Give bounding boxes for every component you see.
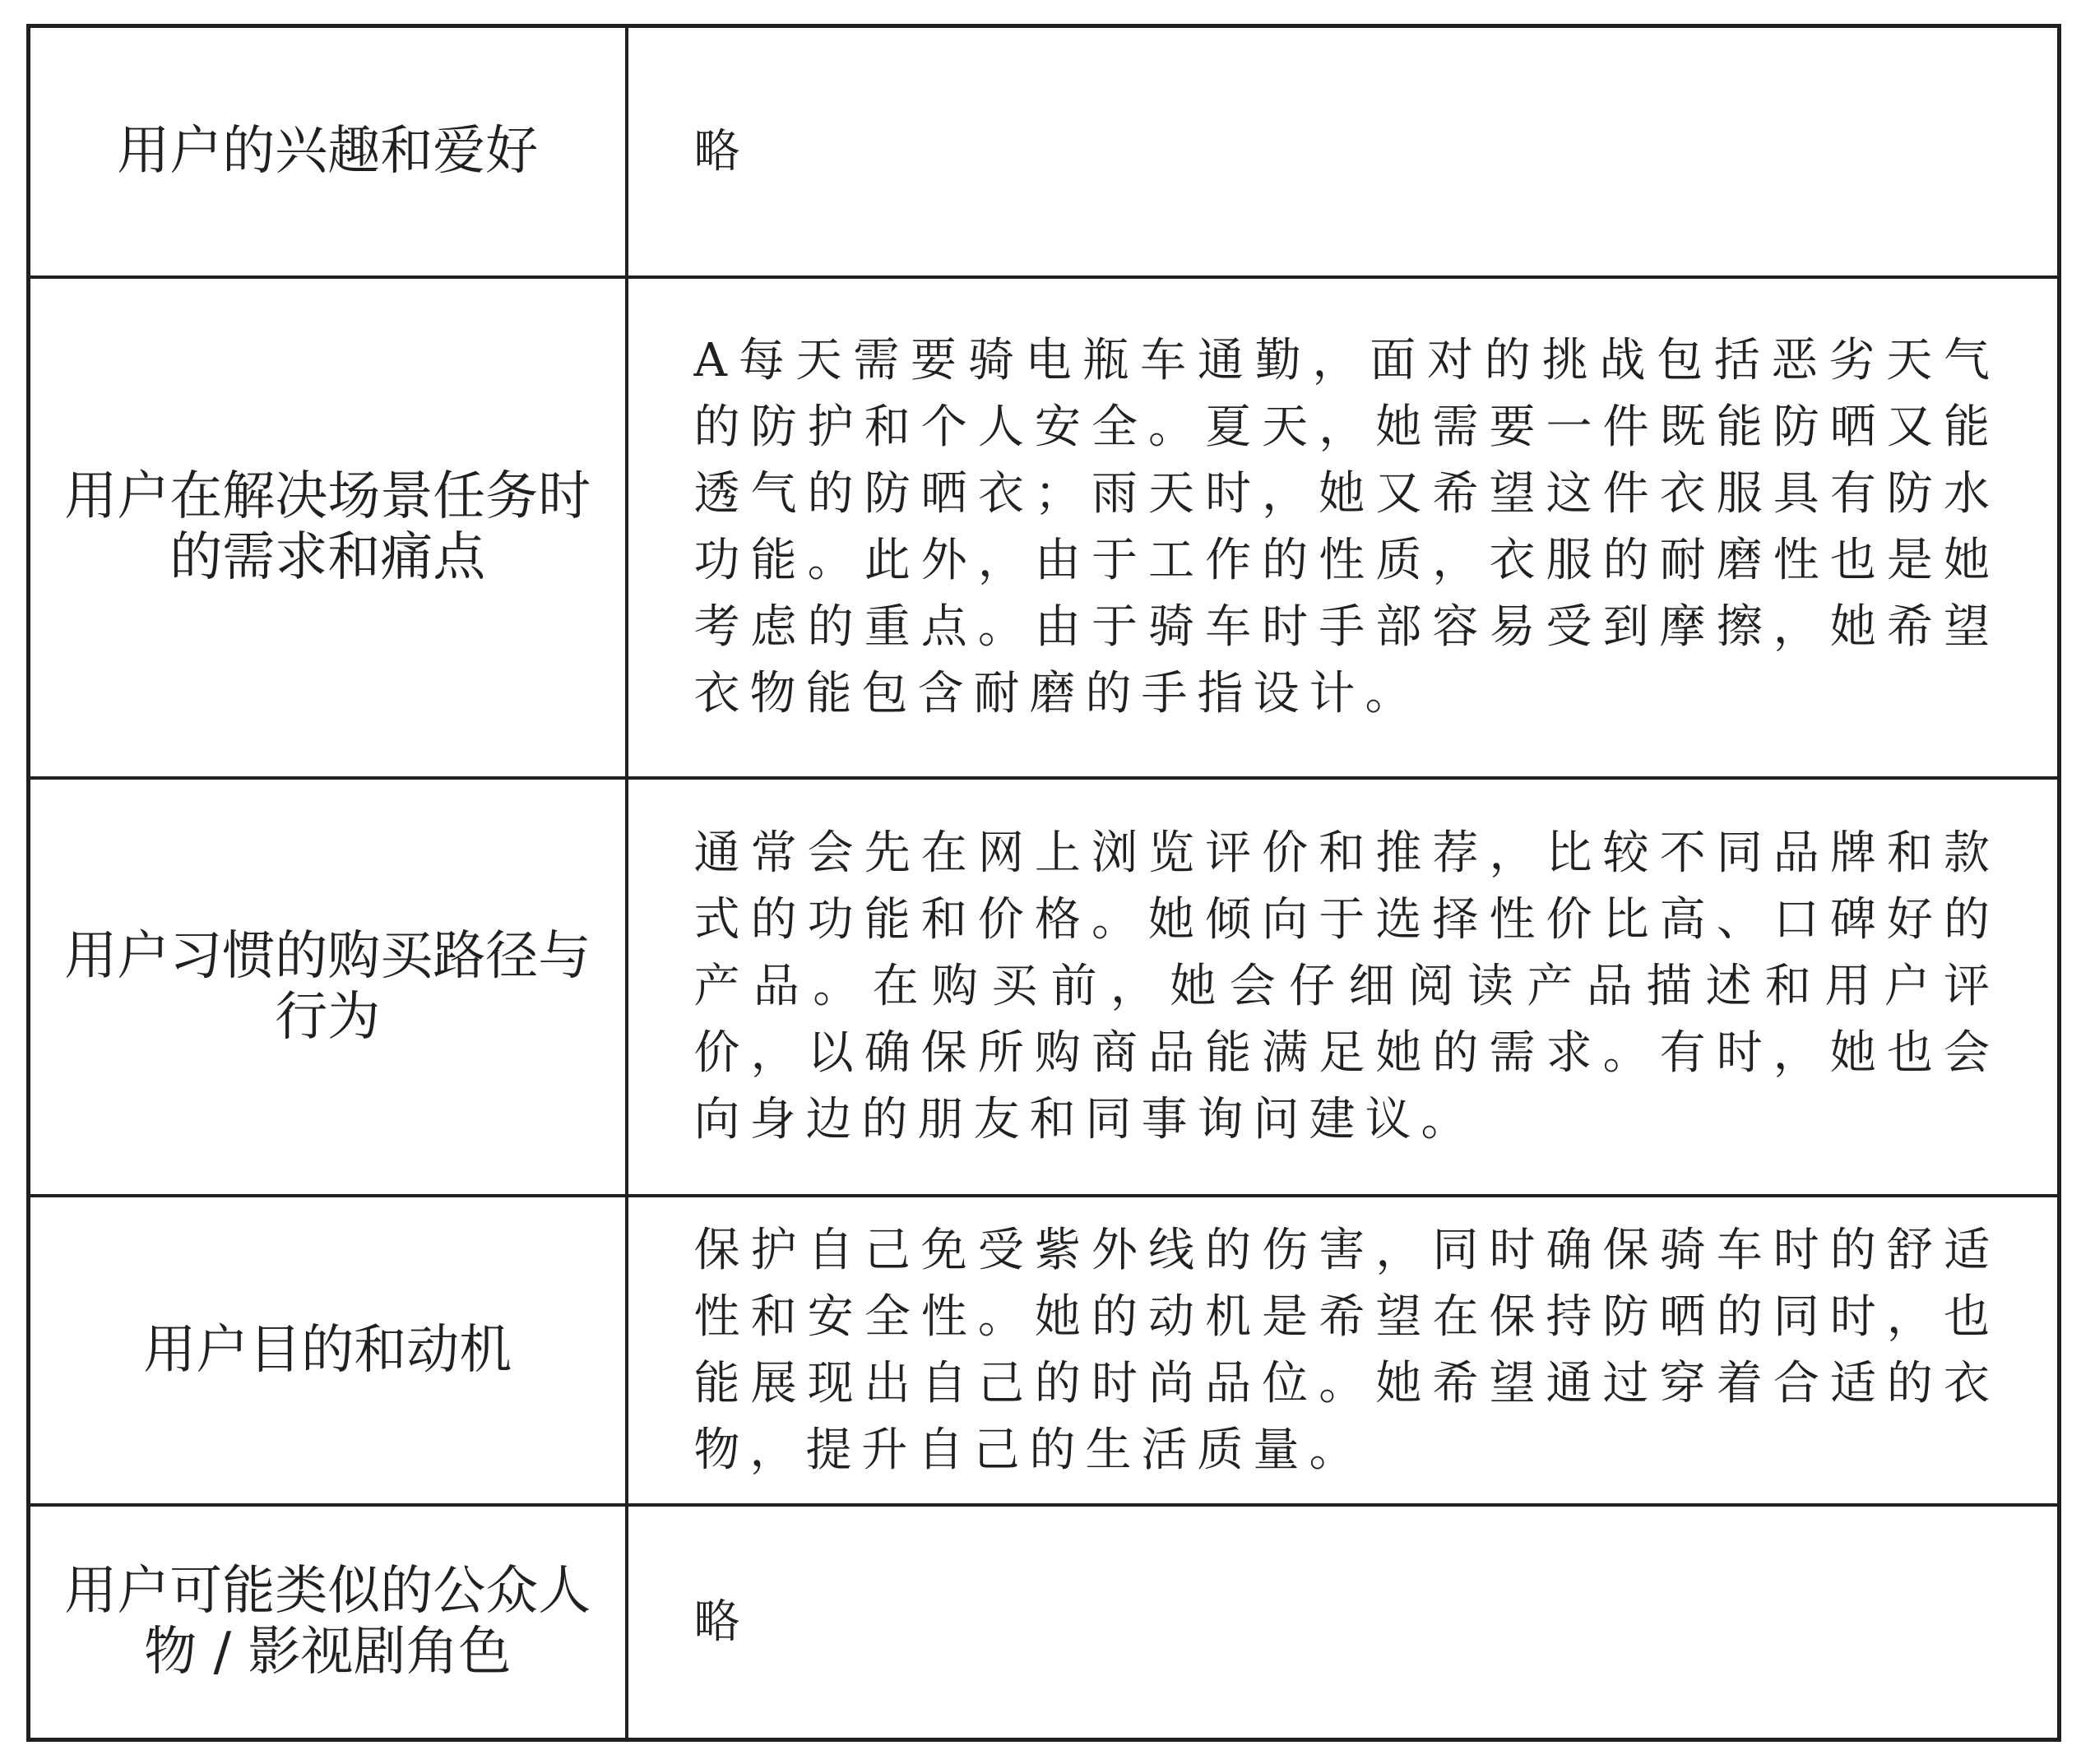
table-row <box>29 26 2060 277</box>
row-label-similar-figures: 用户可能类似的公众人物 / 影视剧角色 <box>29 1505 627 1740</box>
row-content-needs-pain-points: A每天需要骑电瓶车通勤，面对的挑战包括恶劣天气的防护和个人安全。夏天，她需要一件既能防晒又能透气的防晒衣；雨天时，她又希望这件衣服具有防水功能。此外，由于工作的性质，衣服的耐磨性也是她考虑的重点。由于骑车时手部容易受到摩擦，她希望衣物能包含耐磨的手指设计。 <box>627 277 2060 778</box>
user-persona-table <box>26 24 2061 1742</box>
row-content-purchase-path: 通常会先在网上浏览评价和推荐，比较不同品牌和款式的功能和价格。她倾向于选择性价比高、口碑好的产品。在购买前，她会仔细阅读产品描述和用户评价，以确保所购商品能满足她的需求。有时，她也会向身边的朋友和同事询问建议。 <box>627 778 2060 1196</box>
row-label-interests: 用户的兴趣和爱好 <box>29 26 627 277</box>
row-label-goals-motivation: 用户目的和动机 <box>29 1196 627 1505</box>
row-label-purchase-path: 用户习惯的购买路径与行为 <box>29 778 627 1196</box>
table-row <box>29 778 2060 1196</box>
table-row <box>29 1196 2060 1505</box>
row-content-similar-figures: 略 <box>627 1505 2060 1740</box>
row-content-interests: 略 <box>627 26 2060 277</box>
table-row <box>29 277 2060 778</box>
row-label-needs-pain-points: 用户在解决场景任务时的需求和痛点 <box>29 277 627 778</box>
table-row <box>29 1505 2060 1740</box>
row-content-goals-motivation: 保护自己免受紫外线的伤害，同时确保骑车时的舒适性和安全性。她的动机是希望在保持防晒的同时，也能展现出自己的时尚品位。她希望通过穿着合适的衣物，提升自己的生活质量。 <box>627 1196 2060 1505</box>
